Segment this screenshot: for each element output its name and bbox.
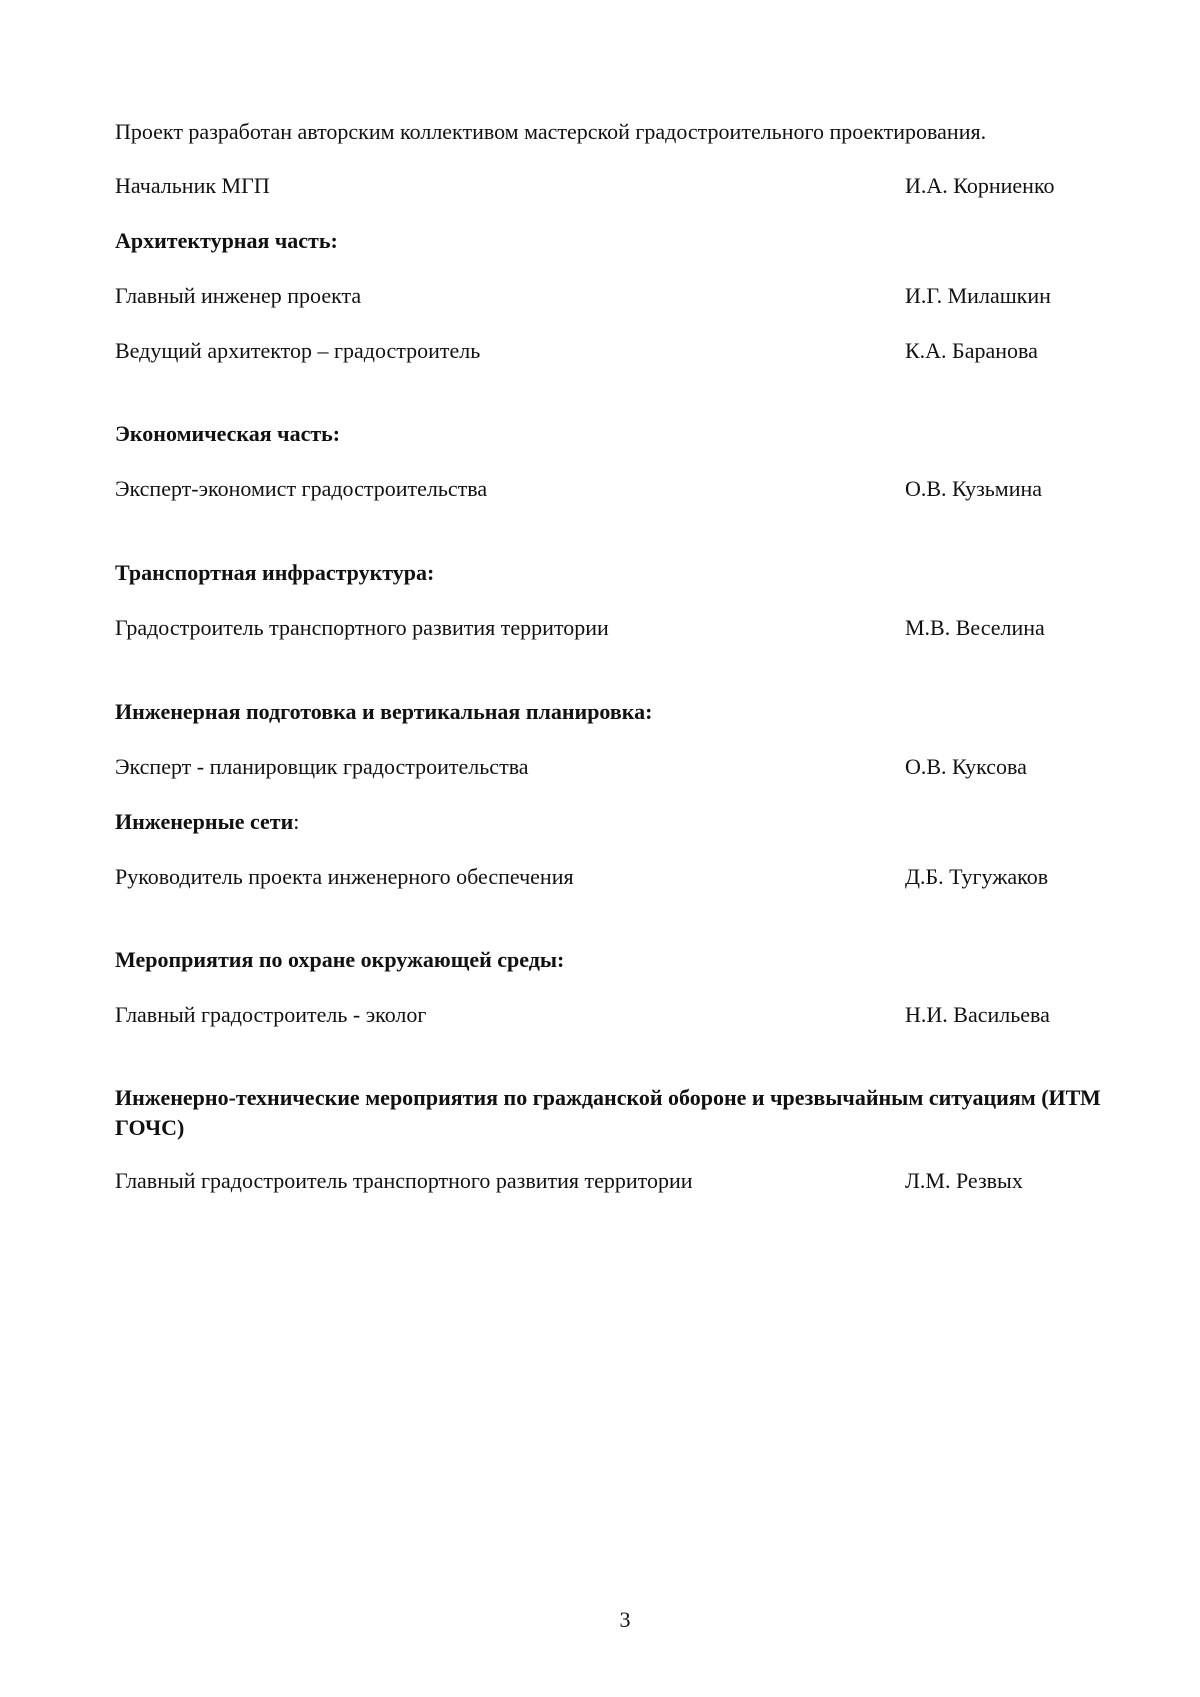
section-heading-engineering-networks <box>115 808 299 836</box>
name-lead-architect: К.А. Баранова <box>905 338 1038 363</box>
section-heading-engineering-preparation: Инженерная подготовка и вертикальная планировка: <box>115 699 653 724</box>
role-ecologist: Главный градостроитель - эколог <box>115 1002 427 1027</box>
intro-text: Проект разработан авторским коллективом мастерской градостроительного проектирования. <box>115 119 987 144</box>
role-economist: Эксперт-экономист градостроительства <box>115 476 488 501</box>
section-heading-architecture: Архитектурная часть: <box>115 228 338 253</box>
role-engineering-lead: Руководитель проекта инженерного обеспечения <box>115 864 574 889</box>
name-chief-transport-planner: Л.М. Резвых <box>905 1168 1023 1193</box>
name-engineering-lead: Д.Б. Тугужаков <box>905 864 1049 889</box>
role-lead-architect: Ведущий архитектор – градостроитель <box>115 338 481 363</box>
heading-colon: : <box>293 809 300 834</box>
name-planning-expert: О.В. Куксова <box>905 754 1027 779</box>
chief-role: Начальник МГП <box>115 173 270 198</box>
heading-text: Инженерные сети <box>115 809 294 834</box>
name-ecologist: Н.И. Васильева <box>905 1002 1050 1027</box>
role-chief-transport-planner: Главный градостроитель транспортного развития территории <box>115 1168 693 1193</box>
role-planning-expert: Эксперт - планировщик градостроительства <box>115 754 529 779</box>
role-chief-engineer: Главный инженер проекта <box>115 283 362 308</box>
section-heading-transport: Транспортная инфраструктура: <box>115 560 435 585</box>
section-heading-civil-defense: Инженерно-технические мероприятия по гражданской обороне и чрезвычайным ситуациям (ИТМ ГОЧС) <box>115 1085 1101 1140</box>
name-economist: О.В. Кузьмина <box>905 476 1043 501</box>
name-chief-engineer: И.Г. Милашкин <box>905 283 1051 308</box>
role-transport-planner: Градостроитель транспортного развития территории <box>115 615 609 640</box>
section-heading-environment: Мероприятия по охране окружающей среды: <box>115 947 565 972</box>
page-number: 3 <box>619 1607 631 1632</box>
name-transport-planner: М.В. Веселина <box>905 615 1045 640</box>
section-heading-economics: Экономическая часть: <box>115 421 341 446</box>
chief-name: И.А. Корниенко <box>905 173 1055 198</box>
